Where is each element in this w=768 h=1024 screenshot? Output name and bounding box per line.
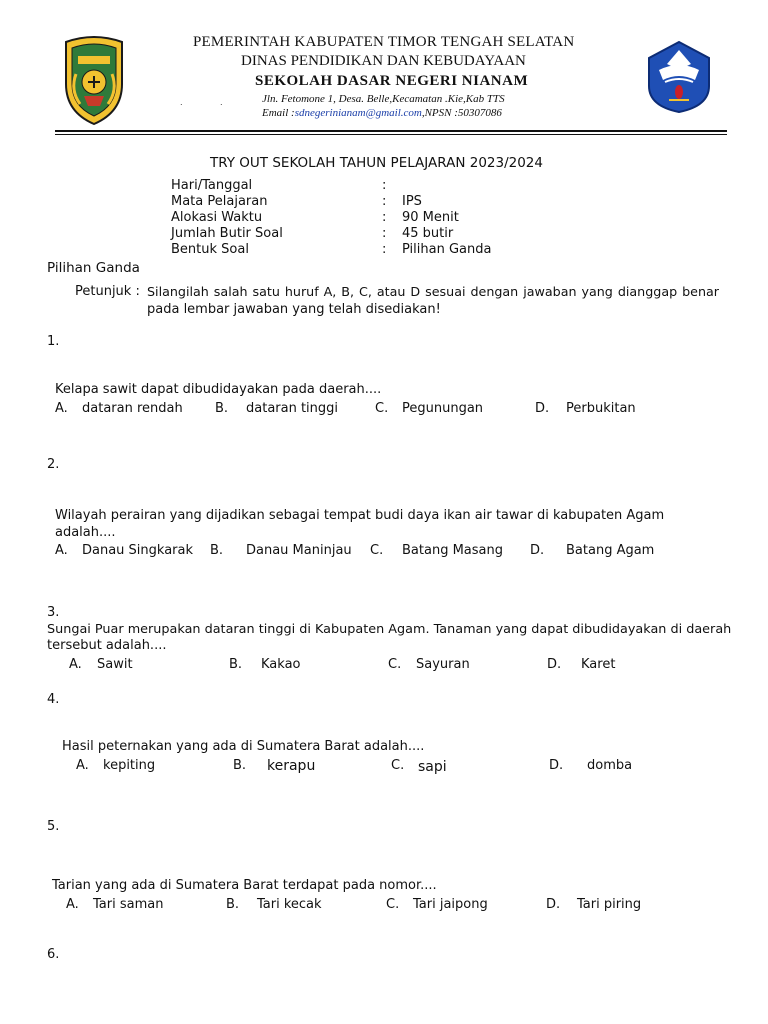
info-value: IPS bbox=[402, 194, 422, 209]
option-text: dataran rendah bbox=[82, 401, 183, 416]
header-contact bbox=[262, 107, 502, 119]
regency-emblem-icon bbox=[58, 34, 130, 126]
option-text: Karet bbox=[581, 657, 616, 672]
option-text: kerapu bbox=[267, 758, 316, 774]
question-number: 3. bbox=[47, 605, 60, 620]
info-separator: : bbox=[382, 226, 387, 241]
option-letter: C. bbox=[386, 897, 400, 912]
option-letter: A. bbox=[76, 758, 89, 773]
option-text: Tari jaipong bbox=[413, 897, 488, 912]
question-text-continued: tersebut adalah.... bbox=[47, 638, 167, 653]
option-text: kepiting bbox=[103, 758, 156, 773]
option-letter: C. bbox=[391, 758, 405, 773]
header-department: DINAS PENDIDIKAN DAN KEBUDAYAAN bbox=[241, 53, 526, 69]
exam-title: TRY OUT SEKOLAH TAHUN PELAJARAN 2023/2024 bbox=[210, 155, 543, 171]
email-label: Email : bbox=[262, 107, 295, 119]
info-label: Alokasi Waktu bbox=[171, 210, 263, 225]
question-number: 5. bbox=[47, 819, 60, 834]
section-heading: Pilihan Ganda bbox=[47, 260, 140, 276]
info-separator: : bbox=[382, 210, 387, 225]
option-text: dataran tinggi bbox=[246, 401, 339, 416]
option-text: Kakao bbox=[261, 657, 301, 672]
info-value: 45 butir bbox=[402, 226, 454, 241]
tut-wuri-handayani-icon bbox=[645, 40, 713, 114]
option-letter: D. bbox=[549, 758, 564, 773]
option-text: Danau Maninjau bbox=[246, 543, 352, 558]
question-number: 2. bbox=[47, 457, 60, 472]
option-text: Tari kecak bbox=[257, 897, 322, 912]
question-text: Kelapa sawit dapat dibudidayakan pada daerah.... bbox=[55, 382, 382, 397]
letterhead-rule-thin bbox=[55, 134, 727, 135]
header-address: Jln. Fetomone 1, Desa. Belle,Kecamatan .Kie,Kab TTS bbox=[262, 93, 505, 105]
option-letter: C. bbox=[370, 543, 384, 558]
info-value: 90 Menit bbox=[402, 210, 459, 225]
option-text: Perbukitan bbox=[566, 401, 636, 416]
header-government: PEMERINTAH KABUPATEN TIMOR TENGAH SELATAN bbox=[193, 34, 575, 50]
option-text: Tari saman bbox=[93, 897, 164, 912]
option-text: Tari piring bbox=[577, 897, 642, 912]
option-letter: D. bbox=[546, 897, 561, 912]
question-text-continued: adalah.... bbox=[55, 525, 116, 540]
option-text: Batang Agam bbox=[566, 543, 655, 558]
npsn: ,NPSN :50307086 bbox=[421, 107, 502, 119]
option-text: Sawit bbox=[97, 657, 133, 672]
option-letter: B. bbox=[226, 897, 240, 912]
instruction-line-2: pada lembar jawaban yang telah disediakan! bbox=[147, 302, 441, 317]
option-letter: A. bbox=[69, 657, 82, 672]
question-number: 1. bbox=[47, 334, 60, 349]
option-text: Sayuran bbox=[416, 657, 470, 672]
instruction-label: Petunjuk : bbox=[75, 284, 140, 299]
option-letter: B. bbox=[229, 657, 243, 672]
scan-speck: . bbox=[220, 98, 223, 107]
option-text: Pegunungan bbox=[402, 401, 484, 416]
scan-speck: . bbox=[180, 98, 183, 107]
question-text: Hasil peternakan yang ada di Sumatera Barat adalah.... bbox=[62, 739, 425, 754]
info-label: Jumlah Butir Soal bbox=[171, 226, 283, 241]
option-letter: B. bbox=[215, 401, 229, 416]
question-text: Wilayah perairan yang dijadikan sebagai tempat budi daya ikan air tawar di kabupaten Agam bbox=[55, 508, 665, 523]
option-letter: C. bbox=[388, 657, 402, 672]
info-separator: : bbox=[382, 242, 387, 257]
header-school-name: SEKOLAH DASAR NEGERI NIANAM bbox=[255, 73, 529, 89]
option-letter: B. bbox=[210, 543, 224, 558]
question-text: Sungai Puar merupakan dataran tinggi di Kabupaten Agam. Tanaman yang dapat dibudidayakan di daerah bbox=[47, 622, 732, 637]
option-text: Danau Singkarak bbox=[82, 543, 194, 558]
instruction-line-1: Silangilah salah satu huruf A, B, C, atau D sesuai dengan jawaban yang dianggap benar bbox=[147, 284, 719, 299]
option-letter: A. bbox=[66, 897, 79, 912]
email-link[interactable]: sdnegerinianam@gmail.com bbox=[294, 107, 422, 119]
info-separator: : bbox=[382, 178, 387, 193]
option-letter: D. bbox=[535, 401, 550, 416]
option-letter: D. bbox=[530, 543, 545, 558]
option-letter: A. bbox=[55, 543, 68, 558]
info-separator: : bbox=[382, 194, 387, 209]
info-value: Pilihan Ganda bbox=[402, 242, 492, 257]
info-label: Hari/Tanggal bbox=[171, 178, 253, 193]
option-letter: D. bbox=[547, 657, 562, 672]
option-text: Batang Masang bbox=[402, 543, 503, 558]
option-letter: B. bbox=[233, 758, 247, 773]
option-text: sapi bbox=[418, 759, 447, 775]
info-label: Mata Pelajaran bbox=[171, 194, 268, 209]
letterhead-rule-thick bbox=[55, 130, 727, 132]
question-text: Tarian yang ada di Sumatera Barat terdapat pada nomor.... bbox=[52, 878, 437, 893]
option-letter: A. bbox=[55, 401, 68, 416]
option-text: domba bbox=[587, 758, 633, 773]
info-label: Bentuk Soal bbox=[171, 242, 249, 257]
question-number: 6. bbox=[47, 947, 60, 962]
option-letter: C. bbox=[375, 401, 389, 416]
question-number: 4. bbox=[47, 692, 60, 707]
